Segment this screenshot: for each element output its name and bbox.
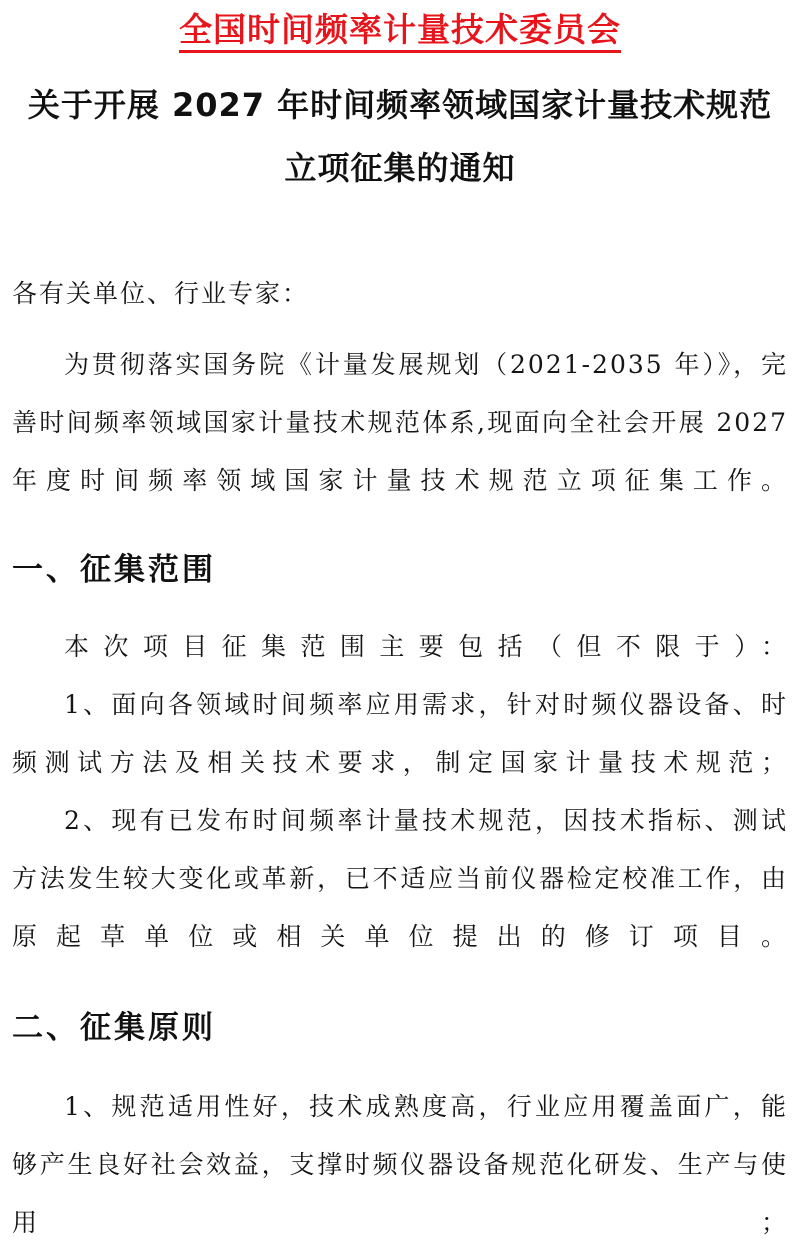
- intro-line-3: 年度时间频率领域国家计量技术规范立项征集工作。: [12, 466, 788, 495]
- section-1-item-2-line-2: 方法发生较大变化或革新，已不适应当前仪器检定校准工作，由: [12, 864, 788, 893]
- section-1-item-1-line-1: 1、面向各领域时间频率应用需求，针对时频仪器设备、时: [64, 690, 788, 719]
- section-1-item-1-line-2: 频测试方法及相关技术要求，制定国家计量技术规范；: [12, 748, 788, 777]
- section-1-item-2-line-1: 2、现有已发布时间频率计量技术规范，因技术指标、测试: [64, 806, 788, 835]
- salutation: [12, 265, 788, 323]
- section-2-item-1-line-1: 1、规范适用性好，技术成熟度高，行业应用覆盖面广，能: [64, 1092, 788, 1121]
- salutation-text: 各有关单位、行业专家：: [12, 279, 310, 308]
- document-title-line-1: 关于开展 2027 年时间频率领域国家计量技术规范: [27, 86, 773, 124]
- intro-line-2: 善时间频率领域国家计量技术规范体系,现面向全社会开展 2027: [12, 408, 788, 437]
- section-2-heading: 二、征集原则: [12, 1010, 216, 1046]
- section-1-lead: 本次项目征集范围主要包括（但不限于）：: [64, 632, 788, 661]
- document-title-line-2: 立项征集的通知: [284, 149, 516, 187]
- intro-line-1: 为贯彻落实国务院《计量发展规划（2021-2035 年）》，完: [64, 350, 788, 379]
- issuing-organization-title: [0, 4, 800, 51]
- organization-name: 全国时间频率计量技术委员会: [179, 10, 621, 53]
- section-1-heading: 一、征集范围: [12, 552, 216, 588]
- section-1-body: [12, 618, 788, 966]
- intro-paragraph: [12, 336, 788, 510]
- section-1-item-2-line-3: 原起草单位或相关单位提出的修订项目。: [12, 922, 788, 951]
- section-2-body: [12, 1078, 788, 1252]
- section-2-item-1-line-2: 够产生良好社会效益，支撑时频仪器设备规范化研发、生产与使: [12, 1150, 788, 1179]
- section-2-item-1-line-3: 用；: [12, 1208, 788, 1237]
